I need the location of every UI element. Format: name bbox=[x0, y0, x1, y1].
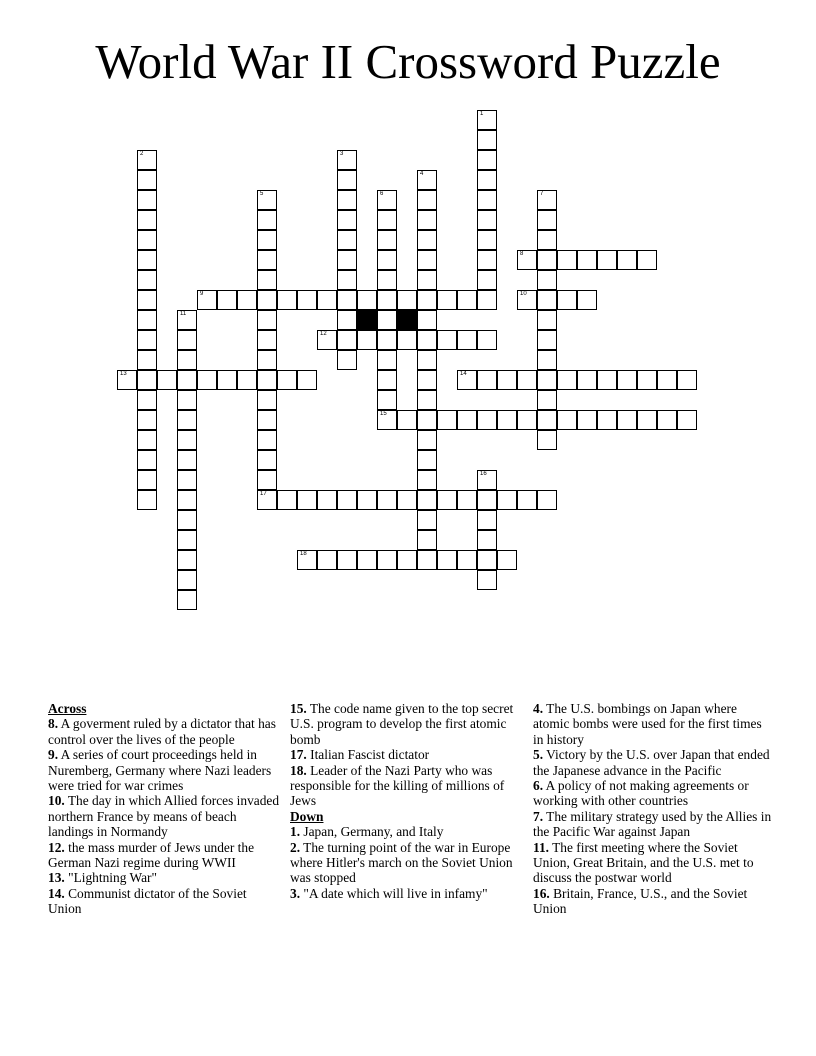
grid-cell[interactable] bbox=[377, 230, 397, 250]
grid-cell[interactable] bbox=[417, 330, 437, 350]
clues-column-3 bbox=[533, 701, 773, 917]
grid-cell[interactable] bbox=[277, 370, 297, 390]
grid-cell[interactable] bbox=[217, 370, 237, 390]
grid-cell[interactable] bbox=[417, 350, 437, 370]
grid-cell[interactable] bbox=[177, 470, 197, 490]
clues-column-1 bbox=[48, 701, 280, 917]
grid-cell[interactable] bbox=[337, 290, 357, 310]
grid-cell[interactable] bbox=[137, 410, 157, 430]
grid-cell[interactable] bbox=[477, 270, 497, 290]
clue-text: "Lightning War" bbox=[68, 870, 157, 886]
grid-cell[interactable] bbox=[197, 370, 217, 390]
grid-cell[interactable] bbox=[137, 250, 157, 270]
grid-cell[interactable] bbox=[437, 490, 457, 510]
grid-cell[interactable] bbox=[377, 210, 397, 230]
grid-cell[interactable] bbox=[417, 310, 437, 330]
grid-cell[interactable] bbox=[337, 150, 357, 170]
grid-cell[interactable] bbox=[517, 290, 537, 310]
grid-cell[interactable] bbox=[537, 370, 557, 390]
grid-cell[interactable] bbox=[477, 190, 497, 210]
grid-cell[interactable] bbox=[257, 330, 277, 350]
grid-cell[interactable] bbox=[337, 230, 357, 250]
grid-cell[interactable] bbox=[637, 410, 657, 430]
grid-cell[interactable] bbox=[137, 470, 157, 490]
grid-cell[interactable] bbox=[377, 190, 397, 210]
grid-cell[interactable] bbox=[637, 370, 657, 390]
cell-number: 10 bbox=[520, 291, 527, 297]
grid-cell[interactable] bbox=[177, 390, 197, 410]
clue-text: A goverment ruled by a dictator that has control over the lives of the people bbox=[48, 716, 276, 747]
grid-cell[interactable] bbox=[257, 370, 277, 390]
grid-cell[interactable] bbox=[177, 590, 197, 610]
clue-text: A policy of not making agreements or working with other countries bbox=[533, 778, 749, 809]
grid-cell[interactable] bbox=[537, 230, 557, 250]
clue-across-13 bbox=[48, 870, 280, 885]
grid-cell[interactable] bbox=[257, 350, 277, 370]
grid-cell[interactable] bbox=[477, 570, 497, 590]
grid-cell[interactable] bbox=[377, 490, 397, 510]
cell-number: 18 bbox=[300, 551, 307, 557]
cell-number: 17 bbox=[260, 491, 267, 497]
grid-cell[interactable] bbox=[177, 490, 197, 510]
clue-down-5 bbox=[533, 747, 773, 778]
clue-number: 13. bbox=[48, 870, 65, 886]
grid-cell[interactable] bbox=[477, 410, 497, 430]
grid-cell[interactable] bbox=[557, 290, 577, 310]
clue-number: 5. bbox=[533, 747, 544, 763]
cell-number: 12 bbox=[320, 331, 327, 337]
clue-across-17 bbox=[290, 747, 522, 762]
clue-number: 3. bbox=[290, 885, 301, 901]
clue-text: Italian Fascist dictator bbox=[310, 747, 430, 763]
grid-cell[interactable] bbox=[657, 410, 677, 430]
grid-cell[interactable] bbox=[137, 330, 157, 350]
grid-cell[interactable] bbox=[257, 310, 277, 330]
cell-number: 8 bbox=[520, 251, 524, 257]
grid-cell[interactable] bbox=[537, 250, 557, 270]
grid-cell[interactable] bbox=[537, 430, 557, 450]
grid-cell[interactable] bbox=[517, 410, 537, 430]
grid-cell[interactable] bbox=[537, 270, 557, 290]
clue-number: 18. bbox=[290, 762, 307, 778]
grid-cell[interactable] bbox=[137, 390, 157, 410]
grid-cell[interactable] bbox=[417, 450, 437, 470]
grid-cell[interactable] bbox=[377, 310, 397, 330]
grid-cell[interactable] bbox=[177, 330, 197, 350]
clue-text: Britain, France, U.S., and the Soviet Union bbox=[533, 885, 748, 917]
grid-cell[interactable] bbox=[497, 370, 517, 390]
cell-number: 1 bbox=[480, 111, 484, 117]
clue-number: 15. bbox=[290, 701, 307, 716]
clue-text: The code name given to the top secret U.S. program to develop the first atomic bomb bbox=[290, 701, 514, 747]
grid-cell[interactable] bbox=[597, 410, 617, 430]
cell-number: 9 bbox=[200, 291, 204, 297]
grid-cell[interactable] bbox=[417, 430, 437, 450]
clue-number: 14. bbox=[48, 885, 65, 901]
clue-text: Victory by the U.S. over Japan that ended the Japanese advance in the Pacific bbox=[533, 747, 770, 778]
grid-cell[interactable] bbox=[457, 330, 477, 350]
grid-cell[interactable] bbox=[517, 370, 537, 390]
grid-cell[interactable] bbox=[257, 490, 277, 510]
grid-cell[interactable] bbox=[477, 250, 497, 270]
grid-cell[interactable] bbox=[177, 410, 197, 430]
grid-cell[interactable] bbox=[137, 290, 157, 310]
grid-cell[interactable] bbox=[137, 450, 157, 470]
clue-text: Japan, Germany, and Italy bbox=[303, 824, 444, 840]
grid-cell[interactable] bbox=[417, 410, 437, 430]
clue-number: 12. bbox=[48, 839, 65, 855]
grid-cell[interactable] bbox=[417, 230, 437, 250]
grid-cell[interactable] bbox=[597, 250, 617, 270]
clue-text: The turning point of the war in Europe where Hitler's march on the Soviet Union was stopped bbox=[290, 839, 513, 886]
grid-cell[interactable] bbox=[177, 570, 197, 590]
grid-cell[interactable] bbox=[397, 330, 417, 350]
grid-cell[interactable] bbox=[477, 490, 497, 510]
grid-cell[interactable] bbox=[457, 290, 477, 310]
grid-cell[interactable] bbox=[357, 490, 377, 510]
grid-cell[interactable] bbox=[277, 490, 297, 510]
grid-cell[interactable] bbox=[417, 250, 437, 270]
grid-cell[interactable] bbox=[237, 290, 257, 310]
clue-across-12 bbox=[48, 840, 280, 871]
grid-cell[interactable] bbox=[117, 370, 137, 390]
grid-cell[interactable] bbox=[337, 490, 357, 510]
grid-cell[interactable] bbox=[417, 290, 437, 310]
grid-cell[interactable] bbox=[557, 250, 577, 270]
grid-cell[interactable] bbox=[437, 330, 457, 350]
grid-cell[interactable] bbox=[497, 410, 517, 430]
clue-number: 9. bbox=[48, 747, 59, 763]
grid-cell[interactable] bbox=[417, 510, 437, 530]
grid-cell[interactable] bbox=[137, 310, 157, 330]
grid-cell[interactable] bbox=[137, 430, 157, 450]
grid-cell[interactable] bbox=[217, 290, 237, 310]
clue-number: 8. bbox=[48, 716, 59, 732]
grid-cell[interactable] bbox=[477, 470, 497, 490]
clue-down-2 bbox=[290, 840, 522, 886]
clue-text: The U.S. bombings on Japan where atomic bombs were used for the first times in history bbox=[533, 701, 762, 747]
clue-number: 4. bbox=[533, 701, 544, 716]
grid-cell[interactable] bbox=[277, 290, 297, 310]
grid-cell[interactable] bbox=[137, 370, 157, 390]
grid-cell[interactable] bbox=[417, 490, 437, 510]
grid-cell[interactable] bbox=[337, 210, 357, 230]
grid-cell[interactable] bbox=[597, 370, 617, 390]
clue-text: The first meeting where the Soviet Union, Great Britain, and the U.S. met to discuss the postwar world bbox=[533, 839, 754, 886]
cell-number: 11 bbox=[180, 311, 187, 317]
grid-cell[interactable] bbox=[477, 330, 497, 350]
grid-cell[interactable] bbox=[537, 290, 557, 310]
grid-cell[interactable] bbox=[537, 210, 557, 230]
grid-cell[interactable] bbox=[437, 290, 457, 310]
grid-cell[interactable] bbox=[417, 550, 437, 570]
clue-down-3 bbox=[290, 886, 522, 901]
clue-text: Leader of the Nazi Party who was responsible for the killing of millions of Jews bbox=[290, 762, 505, 809]
grid-cell[interactable] bbox=[257, 450, 277, 470]
grid-cell[interactable] bbox=[257, 210, 277, 230]
grid-cell[interactable] bbox=[457, 370, 477, 390]
cell-number: 13 bbox=[120, 371, 127, 377]
clue-number: 10. bbox=[48, 793, 65, 809]
grid-cell[interactable] bbox=[657, 370, 677, 390]
grid-cell[interactable] bbox=[377, 250, 397, 270]
grid-cell[interactable] bbox=[377, 550, 397, 570]
clue-down-7 bbox=[533, 809, 773, 840]
grid-cell[interactable] bbox=[257, 190, 277, 210]
clue-across-8 bbox=[48, 716, 280, 747]
across-heading: Across bbox=[48, 701, 87, 716]
grid-cell[interactable] bbox=[157, 370, 177, 390]
clue-down-16 bbox=[533, 886, 773, 917]
grid-cell[interactable] bbox=[577, 250, 597, 270]
grid-cell[interactable] bbox=[237, 370, 257, 390]
grid-cell[interactable] bbox=[257, 430, 277, 450]
clue-number: 11. bbox=[533, 839, 549, 855]
grid-cell[interactable] bbox=[437, 410, 457, 430]
grid-cell[interactable] bbox=[337, 270, 357, 290]
grid-cell[interactable] bbox=[317, 330, 337, 350]
grid-cell[interactable] bbox=[397, 550, 417, 570]
grid-cell[interactable] bbox=[297, 370, 317, 390]
grid-cell[interactable] bbox=[417, 390, 437, 410]
grid-cell[interactable] bbox=[257, 250, 277, 270]
grid-cell[interactable] bbox=[177, 430, 197, 450]
grid-cell[interactable] bbox=[417, 530, 437, 550]
clue-number: 1. bbox=[290, 824, 301, 840]
clue-text: The military strategy used by the Allies in the Pacific War against Japan bbox=[533, 808, 772, 840]
cell-number: 14 bbox=[460, 371, 467, 377]
clue-down-4 bbox=[533, 701, 773, 747]
cell-number: 15 bbox=[380, 411, 387, 417]
grid-cell[interactable] bbox=[377, 370, 397, 390]
grid-cell[interactable] bbox=[417, 370, 437, 390]
grid-cell[interactable] bbox=[477, 170, 497, 190]
grid-cell[interactable] bbox=[537, 490, 557, 510]
grid-cell[interactable] bbox=[337, 170, 357, 190]
grid-cell[interactable] bbox=[337, 350, 357, 370]
grid-cell[interactable] bbox=[377, 290, 397, 310]
clue-number: 17. bbox=[290, 747, 307, 763]
black-cell bbox=[357, 310, 377, 330]
grid-cell[interactable] bbox=[417, 210, 437, 230]
grid-cell[interactable] bbox=[417, 270, 437, 290]
grid-cell[interactable] bbox=[677, 410, 697, 430]
grid-cell[interactable] bbox=[317, 550, 337, 570]
grid-cell[interactable] bbox=[477, 210, 497, 230]
grid-cell[interactable] bbox=[477, 130, 497, 150]
grid-cell[interactable] bbox=[397, 490, 417, 510]
cell-number: 16 bbox=[480, 471, 487, 477]
grid-cell[interactable] bbox=[537, 190, 557, 210]
grid-cell[interactable] bbox=[517, 490, 537, 510]
grid-cell[interactable] bbox=[357, 330, 377, 350]
grid-cell[interactable] bbox=[357, 290, 377, 310]
clue-across-9 bbox=[48, 747, 280, 793]
clue-across-18 bbox=[290, 763, 522, 809]
grid-cell[interactable] bbox=[337, 250, 357, 270]
grid-cell[interactable] bbox=[577, 290, 597, 310]
grid-cell[interactable] bbox=[137, 490, 157, 510]
grid-cell[interactable] bbox=[297, 290, 317, 310]
cell-number: 2 bbox=[140, 151, 144, 157]
clue-across-10 bbox=[48, 793, 280, 839]
grid-cell[interactable] bbox=[617, 410, 637, 430]
grid-cell[interactable] bbox=[417, 190, 437, 210]
grid-cell[interactable] bbox=[297, 550, 317, 570]
black-cell bbox=[397, 310, 417, 330]
grid-cell[interactable] bbox=[477, 230, 497, 250]
grid-cell[interactable] bbox=[257, 410, 277, 430]
clue-text: the mass murder of Jews under the German Nazi regime during WWII bbox=[48, 839, 255, 871]
clue-across-15 bbox=[290, 701, 522, 747]
grid-cell[interactable] bbox=[497, 550, 517, 570]
grid-cell[interactable] bbox=[557, 370, 577, 390]
puzzle-title: World War II Crossword Puzzle bbox=[95, 34, 721, 89]
grid-cell[interactable] bbox=[477, 530, 497, 550]
clue-down-6 bbox=[533, 778, 773, 809]
clue-text: A series of court proceedings held in Nuremberg, Germany where Nazi leaders were tried for war crimes bbox=[48, 747, 272, 794]
grid-cell[interactable] bbox=[417, 170, 437, 190]
grid-cell[interactable] bbox=[317, 490, 337, 510]
grid-cell[interactable] bbox=[337, 310, 357, 330]
clue-text: Communist dictator of the Soviet Union bbox=[48, 885, 247, 917]
grid-cell[interactable] bbox=[677, 370, 697, 390]
down-heading: Down bbox=[290, 808, 324, 824]
grid-cell[interactable] bbox=[537, 410, 557, 430]
grid-cell[interactable] bbox=[337, 190, 357, 210]
clue-across-14 bbox=[48, 886, 280, 917]
grid-cell[interactable] bbox=[317, 290, 337, 310]
grid-cell[interactable] bbox=[137, 150, 157, 170]
grid-cell[interactable] bbox=[457, 410, 477, 430]
grid-cell[interactable] bbox=[457, 550, 477, 570]
grid-cell[interactable] bbox=[357, 550, 377, 570]
grid-cell[interactable] bbox=[137, 270, 157, 290]
grid-cell[interactable] bbox=[537, 310, 557, 330]
grid-cell[interactable] bbox=[197, 290, 217, 310]
grid-cell[interactable] bbox=[577, 410, 597, 430]
clue-number: 16. bbox=[533, 885, 550, 901]
grid-cell[interactable] bbox=[477, 290, 497, 310]
grid-cell[interactable] bbox=[497, 490, 517, 510]
grid-cell[interactable] bbox=[477, 510, 497, 530]
grid-cell[interactable] bbox=[537, 390, 557, 410]
clue-number: 6. bbox=[533, 778, 544, 794]
grid-cell[interactable] bbox=[177, 310, 197, 330]
grid-cell[interactable] bbox=[257, 470, 277, 490]
grid-cell[interactable] bbox=[477, 150, 497, 170]
cell-number: 6 bbox=[380, 191, 384, 197]
grid-cell[interactable] bbox=[297, 490, 317, 510]
grid-cell[interactable] bbox=[377, 270, 397, 290]
grid-cell[interactable] bbox=[377, 330, 397, 350]
grid-cell[interactable] bbox=[137, 170, 157, 190]
grid-cell[interactable] bbox=[557, 410, 577, 430]
clue-down-1 bbox=[290, 824, 522, 839]
clues-column-2 bbox=[290, 701, 522, 901]
grid-cell[interactable] bbox=[477, 110, 497, 130]
cell-number: 4 bbox=[420, 171, 424, 177]
grid-cell[interactable] bbox=[517, 250, 537, 270]
clue-text: "A date which will live in infamy" bbox=[303, 885, 488, 901]
grid-cell[interactable] bbox=[417, 470, 437, 490]
grid-cell[interactable] bbox=[537, 350, 557, 370]
grid-cell[interactable] bbox=[637, 250, 657, 270]
grid-cell[interactable] bbox=[177, 450, 197, 470]
grid-cell[interactable] bbox=[537, 330, 557, 350]
cell-number: 5 bbox=[260, 191, 264, 197]
grid-cell[interactable] bbox=[177, 370, 197, 390]
grid-cell[interactable] bbox=[457, 490, 477, 510]
cell-number: 3 bbox=[340, 151, 344, 157]
grid-cell[interactable] bbox=[477, 550, 497, 570]
grid-cell[interactable] bbox=[137, 230, 157, 250]
grid-cell[interactable] bbox=[437, 550, 457, 570]
cell-number: 7 bbox=[540, 191, 544, 197]
grid-cell[interactable] bbox=[257, 230, 277, 250]
grid-cell[interactable] bbox=[397, 410, 417, 430]
grid-cell[interactable] bbox=[257, 290, 277, 310]
grid-cell[interactable] bbox=[177, 510, 197, 530]
grid-cell[interactable] bbox=[377, 410, 397, 430]
clue-text: The day in which Allied forces invaded northern France by means of beach landings in Normandy bbox=[48, 793, 280, 840]
grid-cell[interactable] bbox=[377, 350, 397, 370]
clue-number: 2. bbox=[290, 839, 301, 855]
grid-cell[interactable] bbox=[177, 530, 197, 550]
grid-cell[interactable] bbox=[137, 350, 157, 370]
grid-cell[interactable] bbox=[477, 370, 497, 390]
grid-cell[interactable] bbox=[137, 210, 157, 230]
grid-cell[interactable] bbox=[617, 250, 637, 270]
grid-cell[interactable] bbox=[397, 290, 417, 310]
grid-cell[interactable] bbox=[377, 390, 397, 410]
grid-cell[interactable] bbox=[577, 370, 597, 390]
grid-cell[interactable] bbox=[257, 270, 277, 290]
grid-cell[interactable] bbox=[617, 370, 637, 390]
clue-number: 7. bbox=[533, 808, 544, 824]
grid-cell[interactable] bbox=[177, 350, 197, 370]
grid-cell[interactable] bbox=[257, 390, 277, 410]
grid-cell[interactable] bbox=[337, 330, 357, 350]
grid-cell[interactable] bbox=[137, 190, 157, 210]
grid-cell[interactable] bbox=[177, 550, 197, 570]
grid-cell[interactable] bbox=[337, 550, 357, 570]
clue-down-11 bbox=[533, 840, 773, 886]
